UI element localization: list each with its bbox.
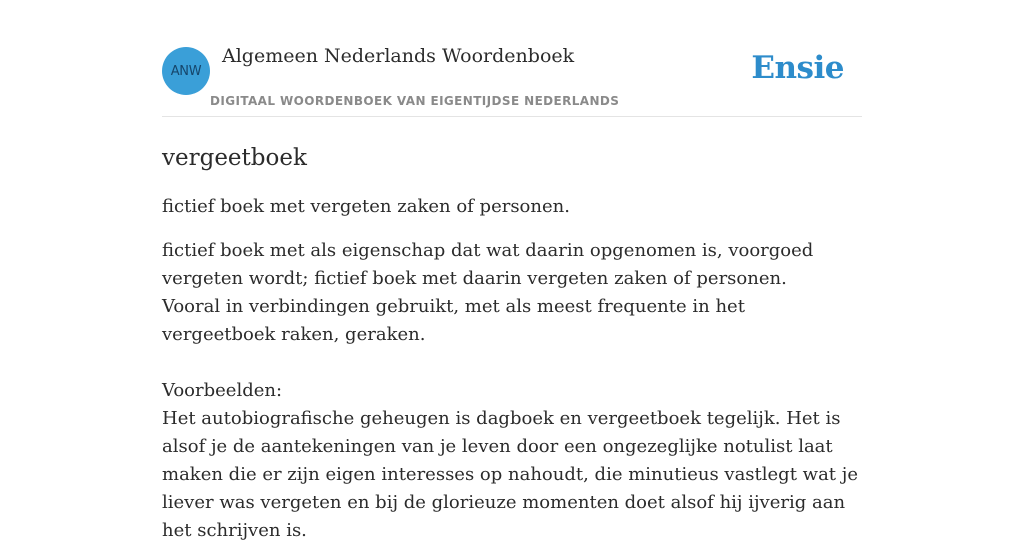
anw-logo[interactable] xyxy=(162,47,210,95)
entry-summary: fictief boek met vergeten zaken of personen. xyxy=(162,196,570,217)
ensie-brand-link[interactable]: Ensie xyxy=(751,50,844,86)
site-title[interactable]: Algemeen Nederlands Woordenboek xyxy=(222,45,575,67)
header xyxy=(162,0,862,117)
logo-text: ANW xyxy=(170,63,202,79)
page xyxy=(162,0,862,545)
entry-definition: fictief boek met als eigenschap dat wat daarin opgenomen is, voorgoed vergeten wordt; fictief boek met daarin vergeten zaken of personen. Vooral in verbindingen gebruikt, met als meest frequente in het vergeetboek raken, geraken. Voorbeelden: Het autobiografische geheugen is dagboek en vergeetboek tegelijk. Het is alsof je de aantekeningen van je leven door een ongezeglijke notulist laat maken die er zijn eigen interesses op nahoudt, die minutieus vastlegt wat je liever was vergeten en bij de glorieuze momenten doet alsof hij ijverig aan het schrijven is. xyxy=(162,240,858,541)
site-subtitle: DIGITAAL WOORDENBOEK VAN EIGENTIJDSE NEDERLANDS xyxy=(210,94,620,108)
entry-headword: vergeetboek xyxy=(162,145,307,171)
